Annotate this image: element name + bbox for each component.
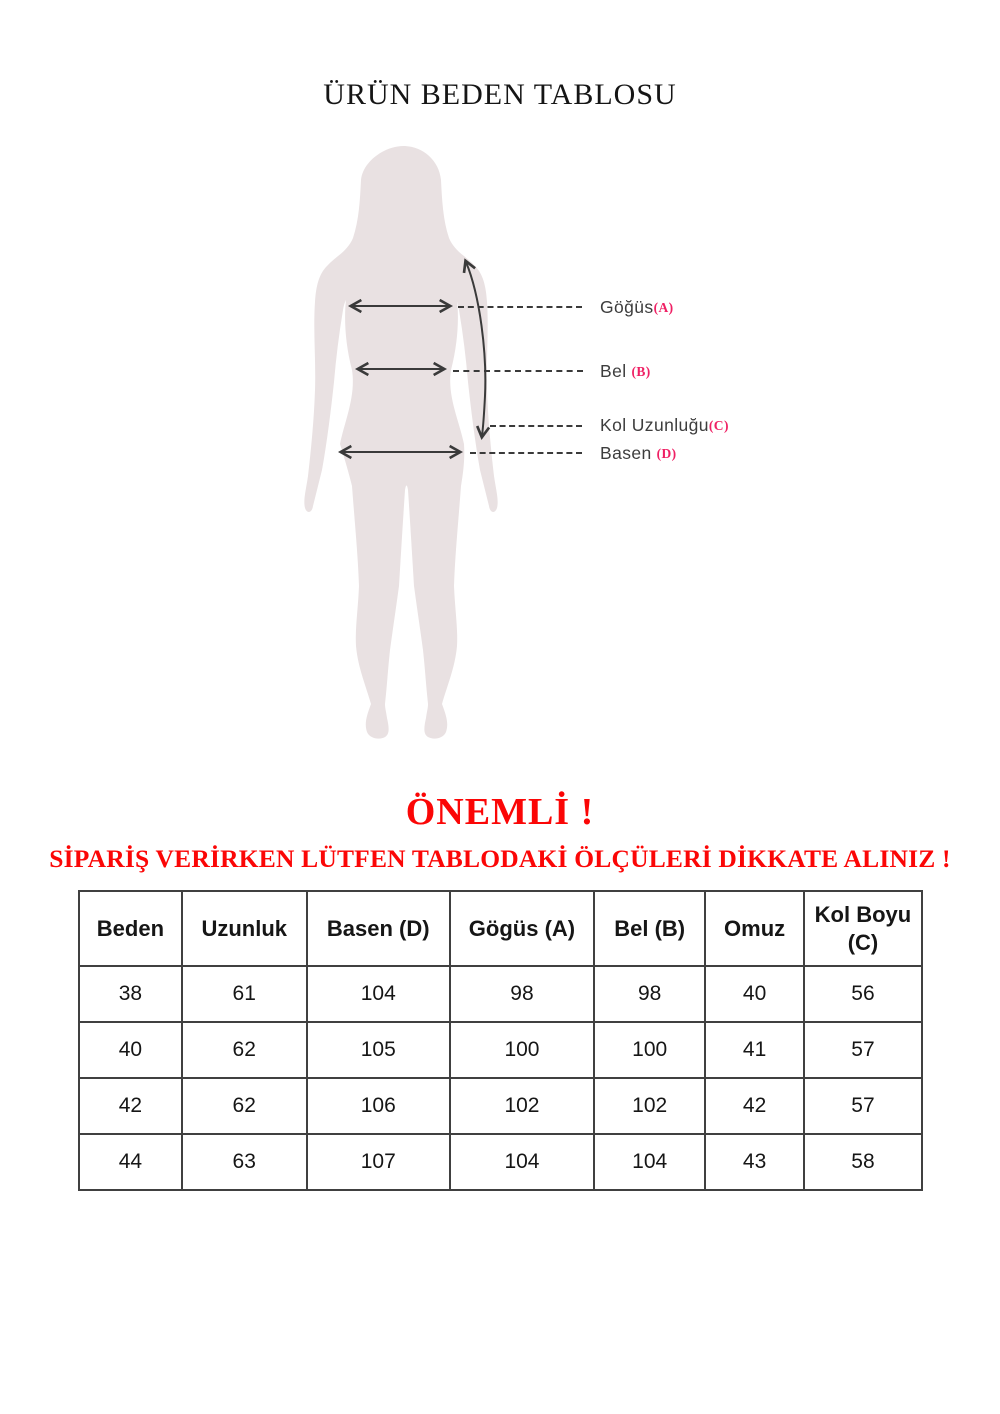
table-cell: 61 xyxy=(182,966,307,1022)
table-cell: 98 xyxy=(594,966,705,1022)
chest-label-letter: (A) xyxy=(653,300,674,315)
table-cell: 102 xyxy=(594,1078,705,1134)
table-cell: 62 xyxy=(182,1022,307,1078)
table-cell: 102 xyxy=(450,1078,594,1134)
body-silhouette-shape xyxy=(304,146,497,739)
table-row xyxy=(79,966,922,1022)
column-header: Kol Boyu (C) xyxy=(804,891,922,966)
table-row xyxy=(79,1078,922,1134)
table-cell: 105 xyxy=(307,1022,450,1078)
hip-dashed-line xyxy=(470,452,582,454)
table-cell: 100 xyxy=(594,1022,705,1078)
hip-label-letter: (D) xyxy=(656,446,677,461)
chest-label-text: Göğüs xyxy=(600,297,654,317)
chest-label xyxy=(600,296,674,320)
size-table-header-row xyxy=(79,891,922,966)
hip-label xyxy=(600,442,677,466)
table-cell: 38 xyxy=(79,966,182,1022)
arm-length-label xyxy=(600,414,729,438)
table-cell: 42 xyxy=(79,1078,182,1134)
chest-dashed-line xyxy=(458,306,582,308)
important-heading: ÖNEMLİ ! xyxy=(405,791,595,833)
table-cell: 98 xyxy=(450,966,594,1022)
column-header: Omuz xyxy=(705,891,804,966)
table-cell: 40 xyxy=(705,966,804,1022)
table-cell: 42 xyxy=(705,1078,804,1134)
table-cell: 44 xyxy=(79,1134,182,1190)
table-cell: 43 xyxy=(705,1134,804,1190)
table-row xyxy=(79,1134,922,1190)
page-title: ÜRÜN BEDEN TABLOSU xyxy=(323,78,677,111)
waist-label xyxy=(600,360,651,384)
column-header: Basen (D) xyxy=(307,891,450,966)
table-cell: 58 xyxy=(804,1134,922,1190)
table-cell: 104 xyxy=(594,1134,705,1190)
hip-label-text: Basen xyxy=(600,443,652,463)
size-table-body xyxy=(79,966,922,1190)
table-cell: 104 xyxy=(450,1134,594,1190)
table-row xyxy=(79,1022,922,1078)
order-warning-text: SİPARİŞ VERİRKEN LÜTFEN TABLODAKİ ÖLÇÜLERİ DİKKATE ALINIZ ! xyxy=(49,844,951,873)
table-cell: 40 xyxy=(79,1022,182,1078)
table-cell: 62 xyxy=(182,1078,307,1134)
arm-length-label-letter: (C) xyxy=(708,418,729,433)
table-cell: 107 xyxy=(307,1134,450,1190)
table-cell: 41 xyxy=(705,1022,804,1078)
arm-length-dashed-line xyxy=(490,425,582,427)
table-cell: 100 xyxy=(450,1022,594,1078)
size-table xyxy=(78,890,923,1191)
column-header: Gögüs (A) xyxy=(450,891,594,966)
table-cell: 104 xyxy=(307,966,450,1022)
table-cell: 57 xyxy=(804,1078,922,1134)
waist-label-text: Bel xyxy=(600,361,627,381)
waist-label-letter: (B) xyxy=(631,364,651,379)
table-cell: 56 xyxy=(804,966,922,1022)
female-silhouette-figure xyxy=(283,138,545,753)
column-header: Beden xyxy=(79,891,182,966)
column-header: Bel (B) xyxy=(594,891,705,966)
table-cell: 63 xyxy=(182,1134,307,1190)
table-cell: 57 xyxy=(804,1022,922,1078)
waist-dashed-line xyxy=(453,370,583,372)
arm-length-label-text: Kol Uzunluğu xyxy=(600,415,709,435)
column-header: Uzunluk xyxy=(182,891,307,966)
table-cell: 106 xyxy=(307,1078,450,1134)
